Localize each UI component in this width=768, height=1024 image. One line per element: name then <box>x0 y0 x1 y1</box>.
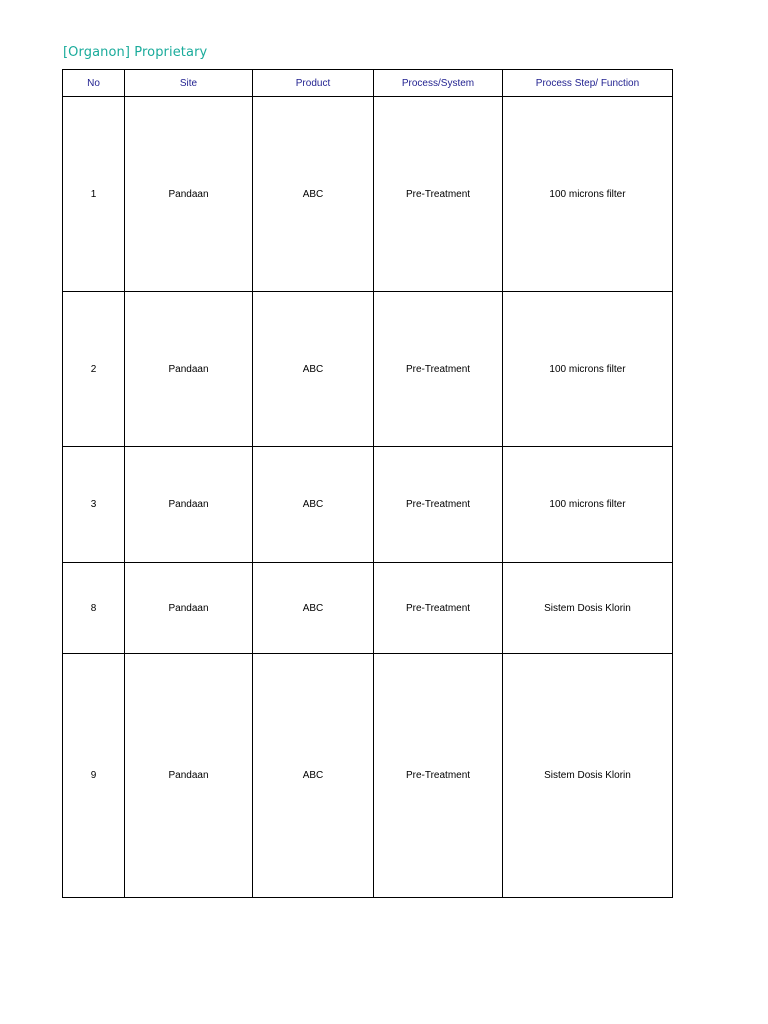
table-row <box>63 563 673 654</box>
table-header-row <box>63 70 673 97</box>
cell-site: Pandaan <box>125 447 253 563</box>
column-header-no: No <box>63 70 125 97</box>
cell-product: ABC <box>253 654 374 898</box>
cell-no: 1 <box>63 97 125 292</box>
table-row <box>63 97 673 292</box>
cell-no: 2 <box>63 292 125 447</box>
column-header-process-system: Process/System <box>374 70 503 97</box>
proprietary-label: [Organon] Proprietary <box>63 45 208 60</box>
cell-process-step: 100 microns filter <box>503 447 673 563</box>
cell-no: 3 <box>63 447 125 563</box>
column-header-site: Site <box>125 70 253 97</box>
cell-product: ABC <box>253 563 374 654</box>
table-row <box>63 447 673 563</box>
cell-process-system: Pre-Treatment <box>374 292 503 447</box>
cell-process-step: 100 microns filter <box>503 292 673 447</box>
cell-site: Pandaan <box>125 97 253 292</box>
cell-process-system: Pre-Treatment <box>374 563 503 654</box>
table-row <box>63 654 673 898</box>
column-header-product: Product <box>253 70 374 97</box>
column-header-process-step: Process Step/ Function <box>503 70 673 97</box>
cell-process-system: Pre-Treatment <box>374 97 503 292</box>
cell-site: Pandaan <box>125 292 253 447</box>
cell-process-step: 100 microns filter <box>503 97 673 292</box>
cell-process-system: Pre-Treatment <box>374 654 503 898</box>
cell-process-system: Pre-Treatment <box>374 447 503 563</box>
process-table <box>62 69 673 898</box>
cell-product: ABC <box>253 447 374 563</box>
table-row <box>63 292 673 447</box>
cell-no: 8 <box>63 563 125 654</box>
cell-process-step: Sistem Dosis Klorin <box>503 563 673 654</box>
cell-product: ABC <box>253 292 374 447</box>
cell-site: Pandaan <box>125 654 253 898</box>
cell-no: 9 <box>63 654 125 898</box>
cell-site: Pandaan <box>125 563 253 654</box>
cell-process-step: Sistem Dosis Klorin <box>503 654 673 898</box>
cell-product: ABC <box>253 97 374 292</box>
